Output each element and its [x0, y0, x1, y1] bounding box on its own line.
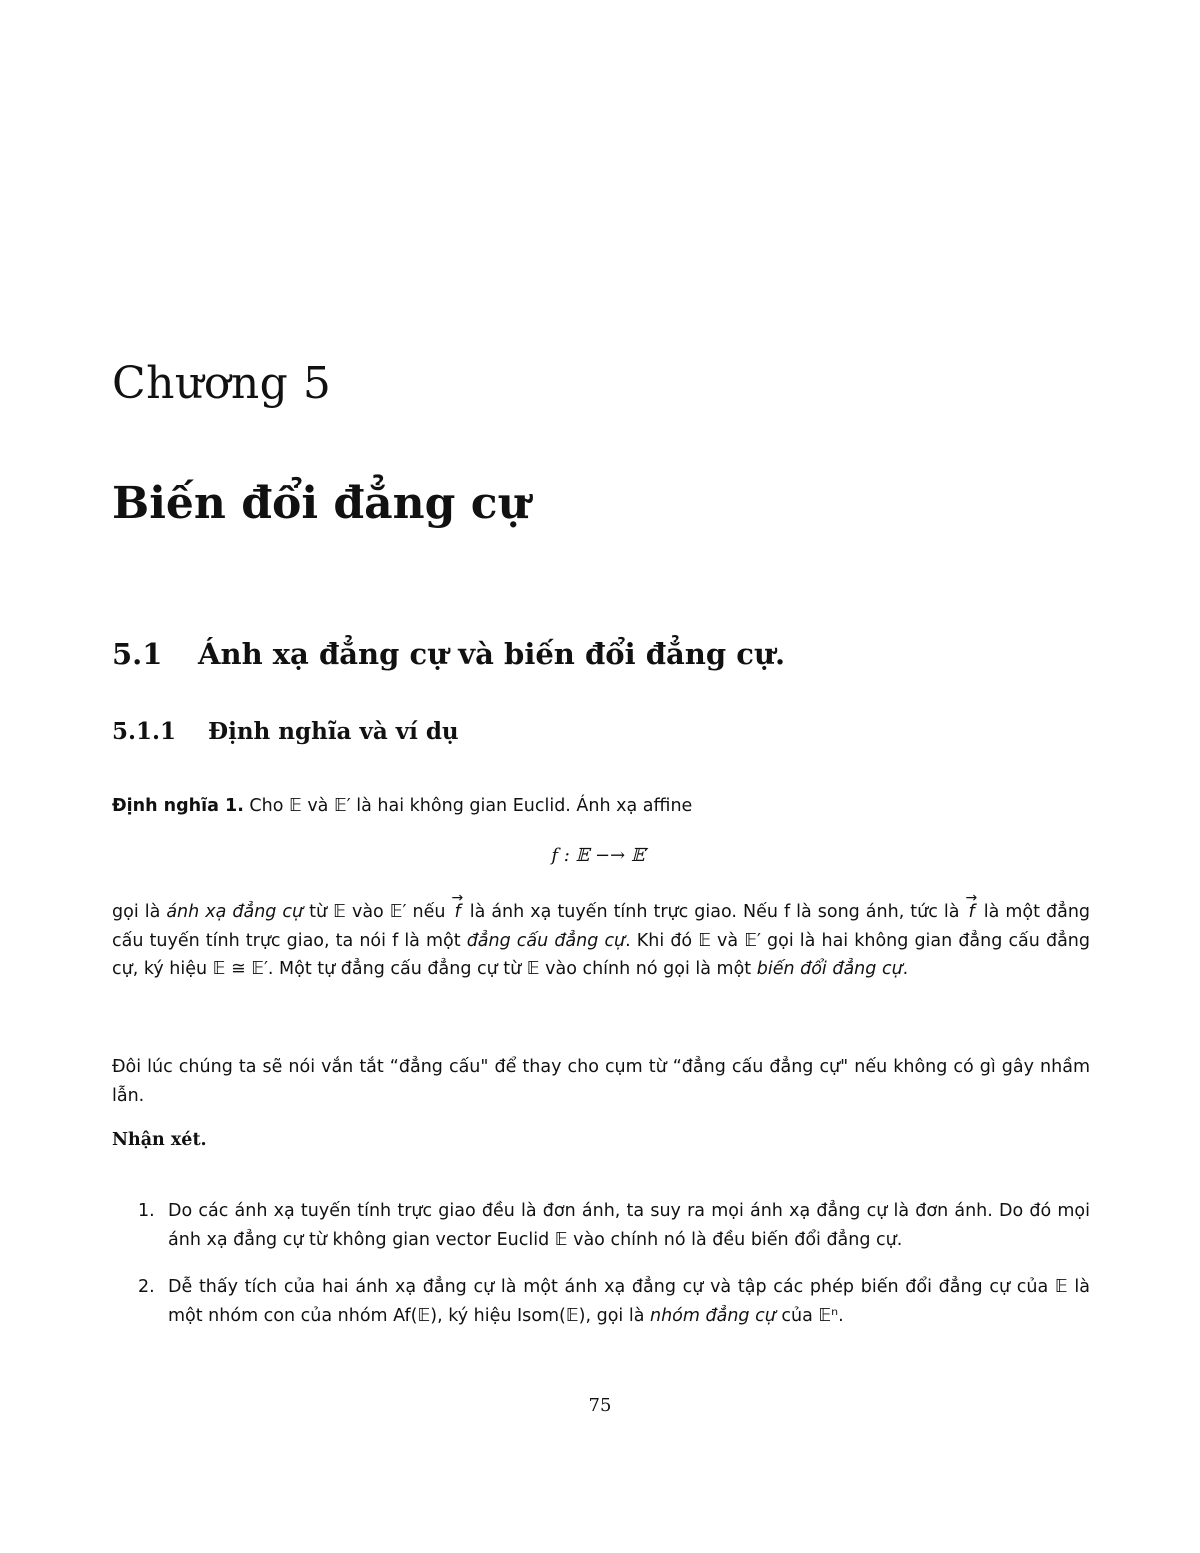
chapter-title: Biến đổi đẳng cự	[112, 478, 530, 529]
definition-text: Cho 𝔼 và 𝔼′ là hai không gian Euclid. Ánh xạ affine	[249, 796, 693, 816]
list-item-text-end: của 𝔼ⁿ.	[775, 1305, 844, 1326]
subsection-number: 5.1.1	[112, 718, 177, 745]
definition-label: Định nghĩa 1.	[112, 796, 244, 816]
definition-body	[112, 898, 1090, 984]
chapter-label: Chương 5	[112, 358, 332, 409]
vector-f-symbol: → f	[966, 898, 978, 927]
definition-body-part: là ánh xạ tuyến tính trực giao. Nếu f là song ánh, tức là	[463, 902, 966, 922]
term-isometry-group: nhóm đẳng cự	[650, 1305, 776, 1326]
definition-body-part: .	[902, 959, 909, 979]
definition-body-part: . Khi đó 𝔼 và 𝔼′ gọi là hai không gian đẳng cấu đẳng cự, ký hiệu 𝔼 ≅ 𝔼′. Một tự đẳng cấu đẳng cự từ 𝔼 vào chính nó gọi là một	[112, 930, 1090, 979]
term-isometric-transformation: biến đổi đẳng cự	[756, 959, 903, 979]
definition-formula	[0, 845, 1200, 866]
section-title: Ánh xạ đẳng cự và biến đổi đẳng cự.	[198, 637, 786, 671]
formula-text: f : 𝔼 −→ 𝔼′	[551, 845, 649, 866]
page-number: 75	[588, 1395, 612, 1416]
list-item-text: Dễ thấy tích của hai ánh xạ đẳng cự là một ánh xạ đẳng cự và tập các phép biến đổi đẳng cự của 𝔼 là một nhóm con của nhóm Af(𝔼), ký hiệu Isom(𝔼), gọi là	[168, 1277, 1090, 1326]
section-heading	[112, 637, 1090, 671]
term-isometric-isomorphism: đẳng cấu đẳng cự	[466, 930, 626, 951]
remarks-heading: Nhận xét.	[112, 1130, 207, 1150]
remarks-list	[112, 1197, 1090, 1349]
term-isometric-map: ánh xạ đẳng cự	[166, 902, 304, 922]
note-paragraph: Đôi lúc chúng ta sẽ nói vắn tắt “đẳng cấu" để thay cho cụm từ “đẳng cấu đẳng cự" nếu không có gì gây nhầm lẫn.	[112, 1057, 1090, 1106]
definition-body-part: từ 𝔼 vào 𝔼′ nếu	[303, 902, 452, 922]
subsection-title: Định nghĩa và ví dụ	[208, 718, 459, 745]
definition-intro	[112, 792, 1090, 821]
list-item	[112, 1273, 1090, 1330]
subsection-heading	[112, 718, 1090, 745]
definition-body-part: gọi là	[112, 902, 167, 922]
definition-body-part: là một đẳng cấu tuyến tính trực giao, ta nói f là một	[112, 902, 1091, 951]
list-item-number: 2.	[138, 1277, 155, 1297]
list-item	[112, 1197, 1090, 1254]
vector-f-symbol: → f	[452, 898, 464, 927]
list-item-number: 1.	[138, 1201, 155, 1221]
section-number: 5.1	[112, 637, 163, 671]
list-item-text: Do các ánh xạ tuyến tính trực giao đều là đơn ánh, ta suy ra mọi ánh xạ đẳng cự là đơn ánh. Do đó mọi ánh xạ đẳng cự từ không gian vector Euclid 𝔼 vào chính nó là đều biến đổi đẳng cự.	[168, 1201, 1090, 1250]
